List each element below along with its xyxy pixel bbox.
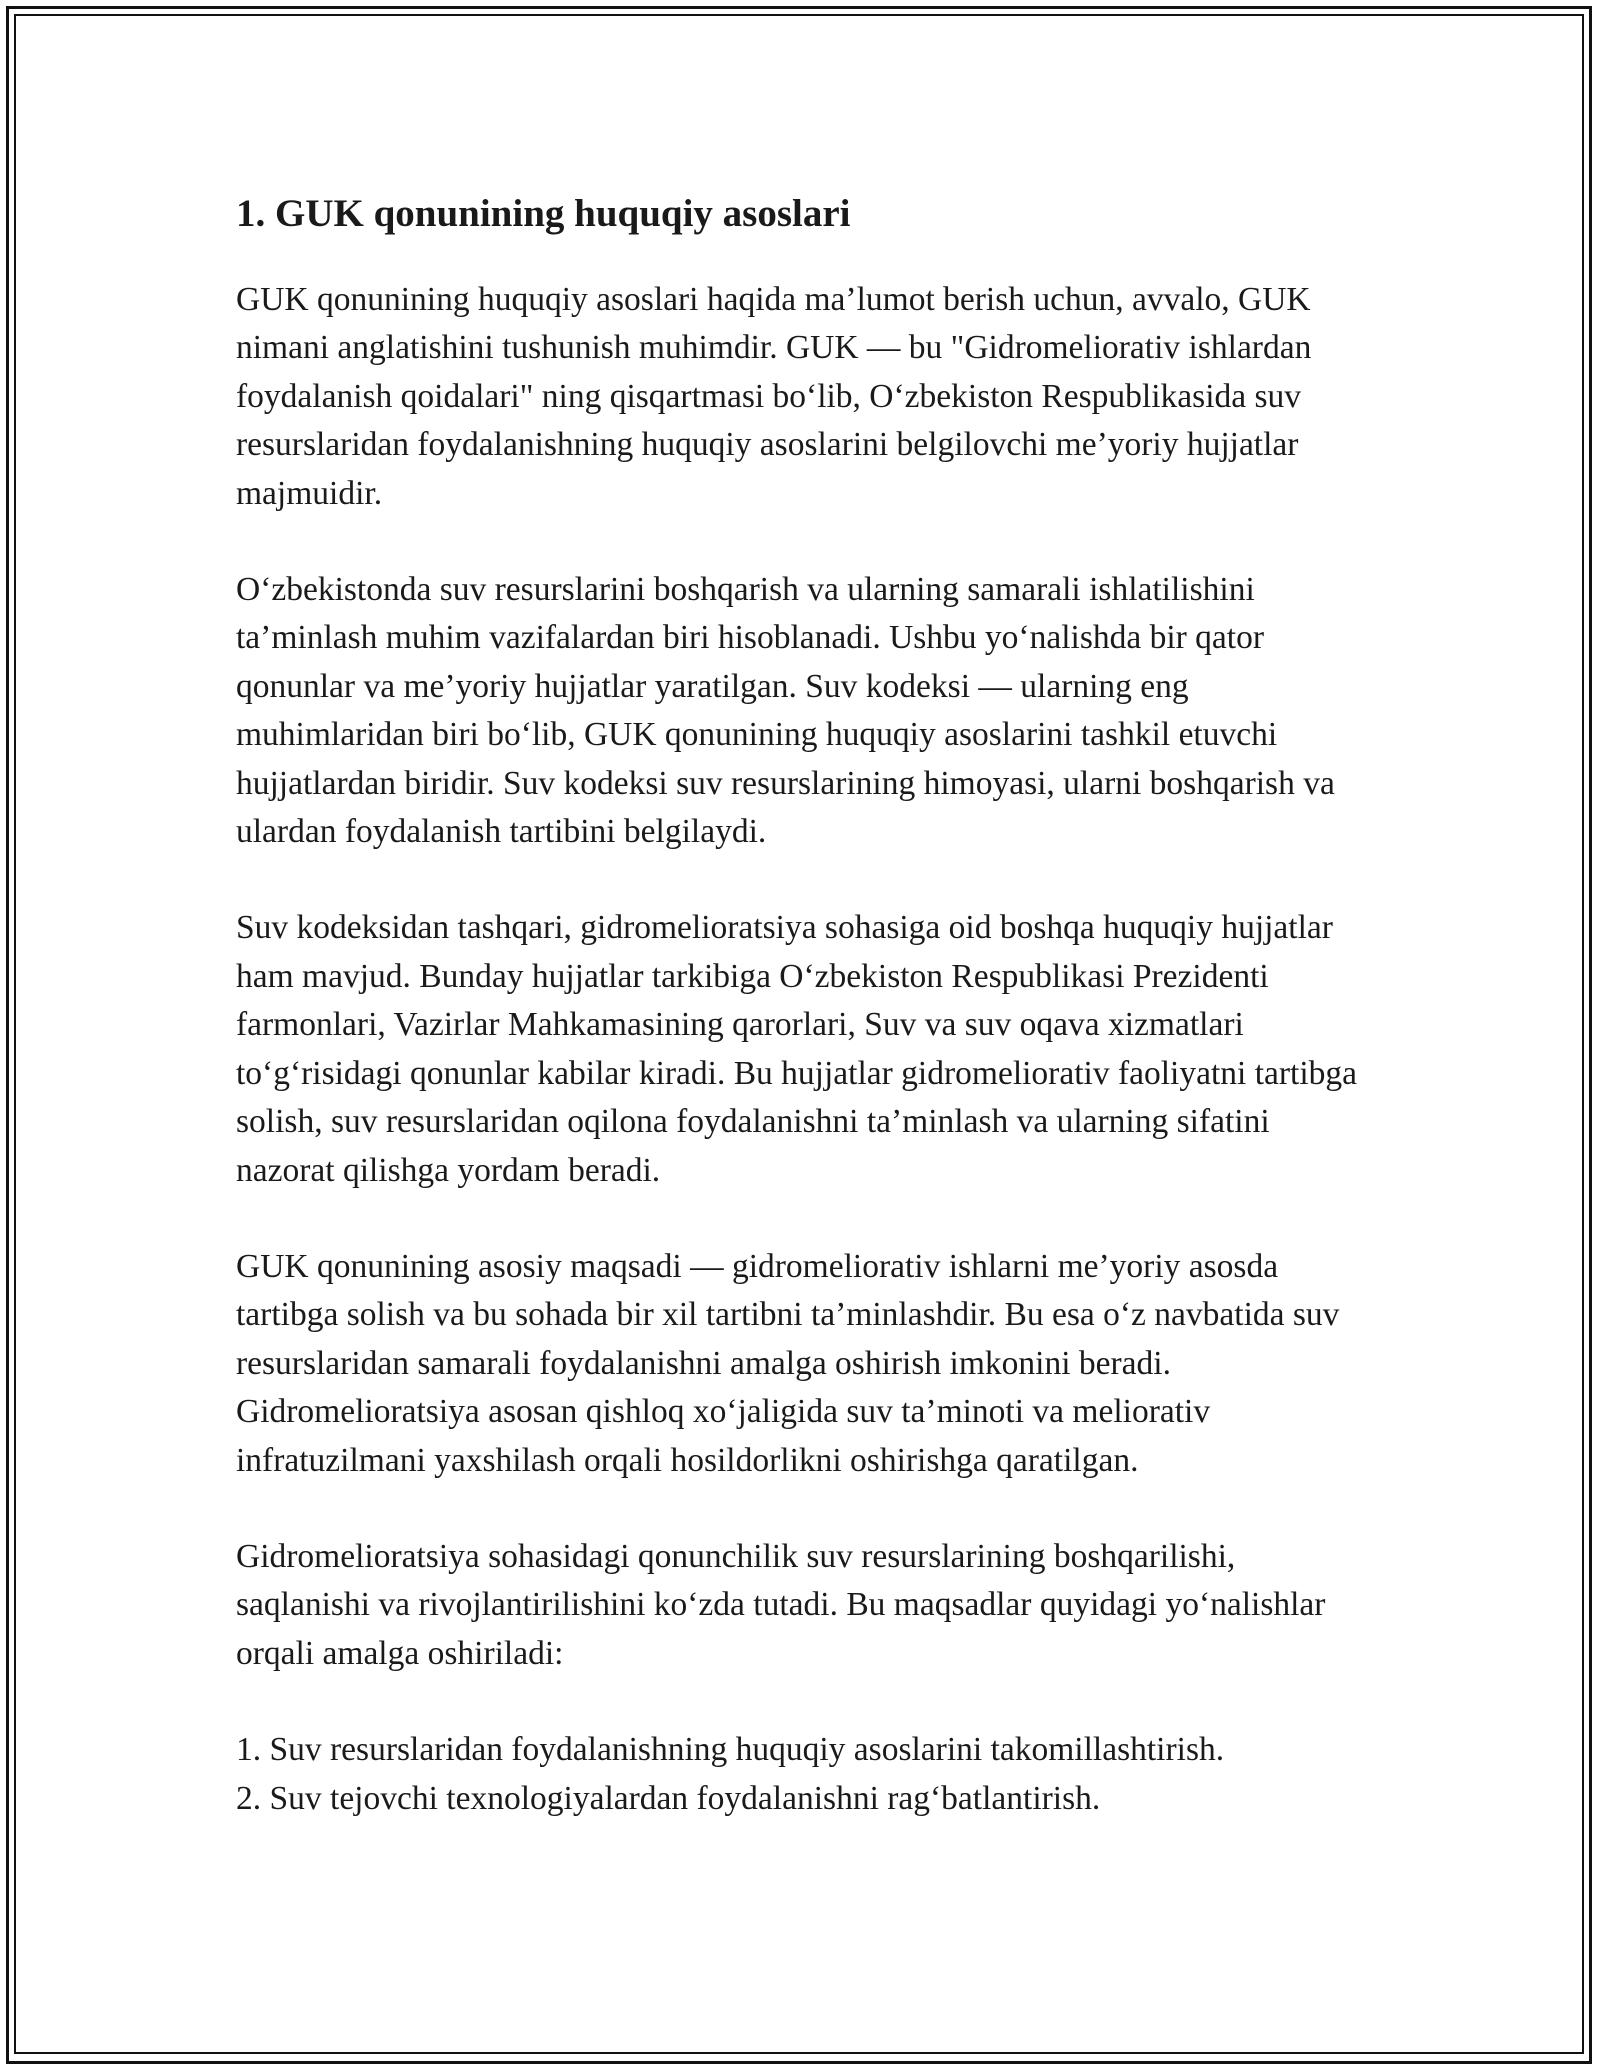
- section-title: 1. GUK qonunining huquqiy asoslari: [236, 192, 851, 235]
- list-item: 1. Suv resurslaridan foydalanishning huquqiy asoslarini takomillashtirish.: [236, 1731, 1225, 1769]
- paragraph-legislation: Gidromelioratsiya sohasidagi qonunchilik suv resurslarining boshqarilishi, saqlanishi va rivojlantirilishini ko‘zda tutadi. Bu maqsadlar quyidagi yo‘nalishlar orqali amalga oshiriladi:: [236, 1537, 1326, 1672]
- list-item: 2. Suv tejovchi texnologiyalardan foydalanishni rag‘batlantirish.: [236, 1779, 1101, 1817]
- document-body: [236, 186, 1376, 1823]
- paragraph-main-goal: GUK qonunining asosiy maqsadi — gidromeliorativ ishlarni me’yoriy asosda tartibga solish va bu sohada bir xil tartibni ta’minlashdir. Bu esa o‘z navbatida suv resurslaridan samarali foydalanishni amalga oshirish imkonini beradi. Gidromelioratsiya asosan qishloq xo‘jaligida suv ta’minoti va meliorativ infratuzilmani yaxshilash orqali hosildorlikni oshirishga qaratilgan.: [236, 1247, 1340, 1479]
- directions-list: [236, 1726, 1376, 1823]
- paragraph-intro: GUK qonunining huquqiy asoslari haqida ma’lumot berish uchun, avvalo, GUK nimani anglatishini tushunish muhimdir. GUK — bu "Gidromeliorativ ishlardan foydalanish qoidalari" ning qisqartmasi bo‘lib, O‘zbekiston Respublikasida suv resurslaridan foydalanishning huquqiy asoslarini belgilovchi me’yoriy hujjatlar majmuidir.: [236, 281, 1312, 512]
- paragraph-other-documents: Suv kodeksidan tashqari, gidromelioratsiya sohasiga oid boshqa huquqiy hujjatlar ham mavjud. Bunday hujjatlar tarkibiga O‘zbekiston Respublikasi Prezidenti farmonlari, Vazirlar Mahkamasining qarorlari, Suv va suv oqava xizmatlari to‘g‘risidagi qonunlar kabilar kiradi. Bu hujjatlar gidromeliorativ faoliyatni tartibga solish, suv resurslaridan oqilona foydalanishni ta’minlash va ularning sifatini nazorat qilishga yordam beradi.: [236, 909, 1358, 1189]
- paragraph-water-management: O‘zbekistonda suv resurslarini boshqarish va ularning samarali ishlatilishini ta’minlash muhim vazifalardan biri hisoblanadi. Ushbu yo‘nalishda bir qator qonunlar va me’yoriy hujjatlar yaratilgan. Suv kodeksi — ularning eng muhimlaridan biri bo‘lib, GUK qonunining huquqiy asoslarini tashkil etuvchi hujjatlardan biridir. Suv kodeksi suv resurslarining himoyasi, ularni boshqarish va ulardan foydalanish tartibini belgilaydi.: [236, 571, 1335, 851]
